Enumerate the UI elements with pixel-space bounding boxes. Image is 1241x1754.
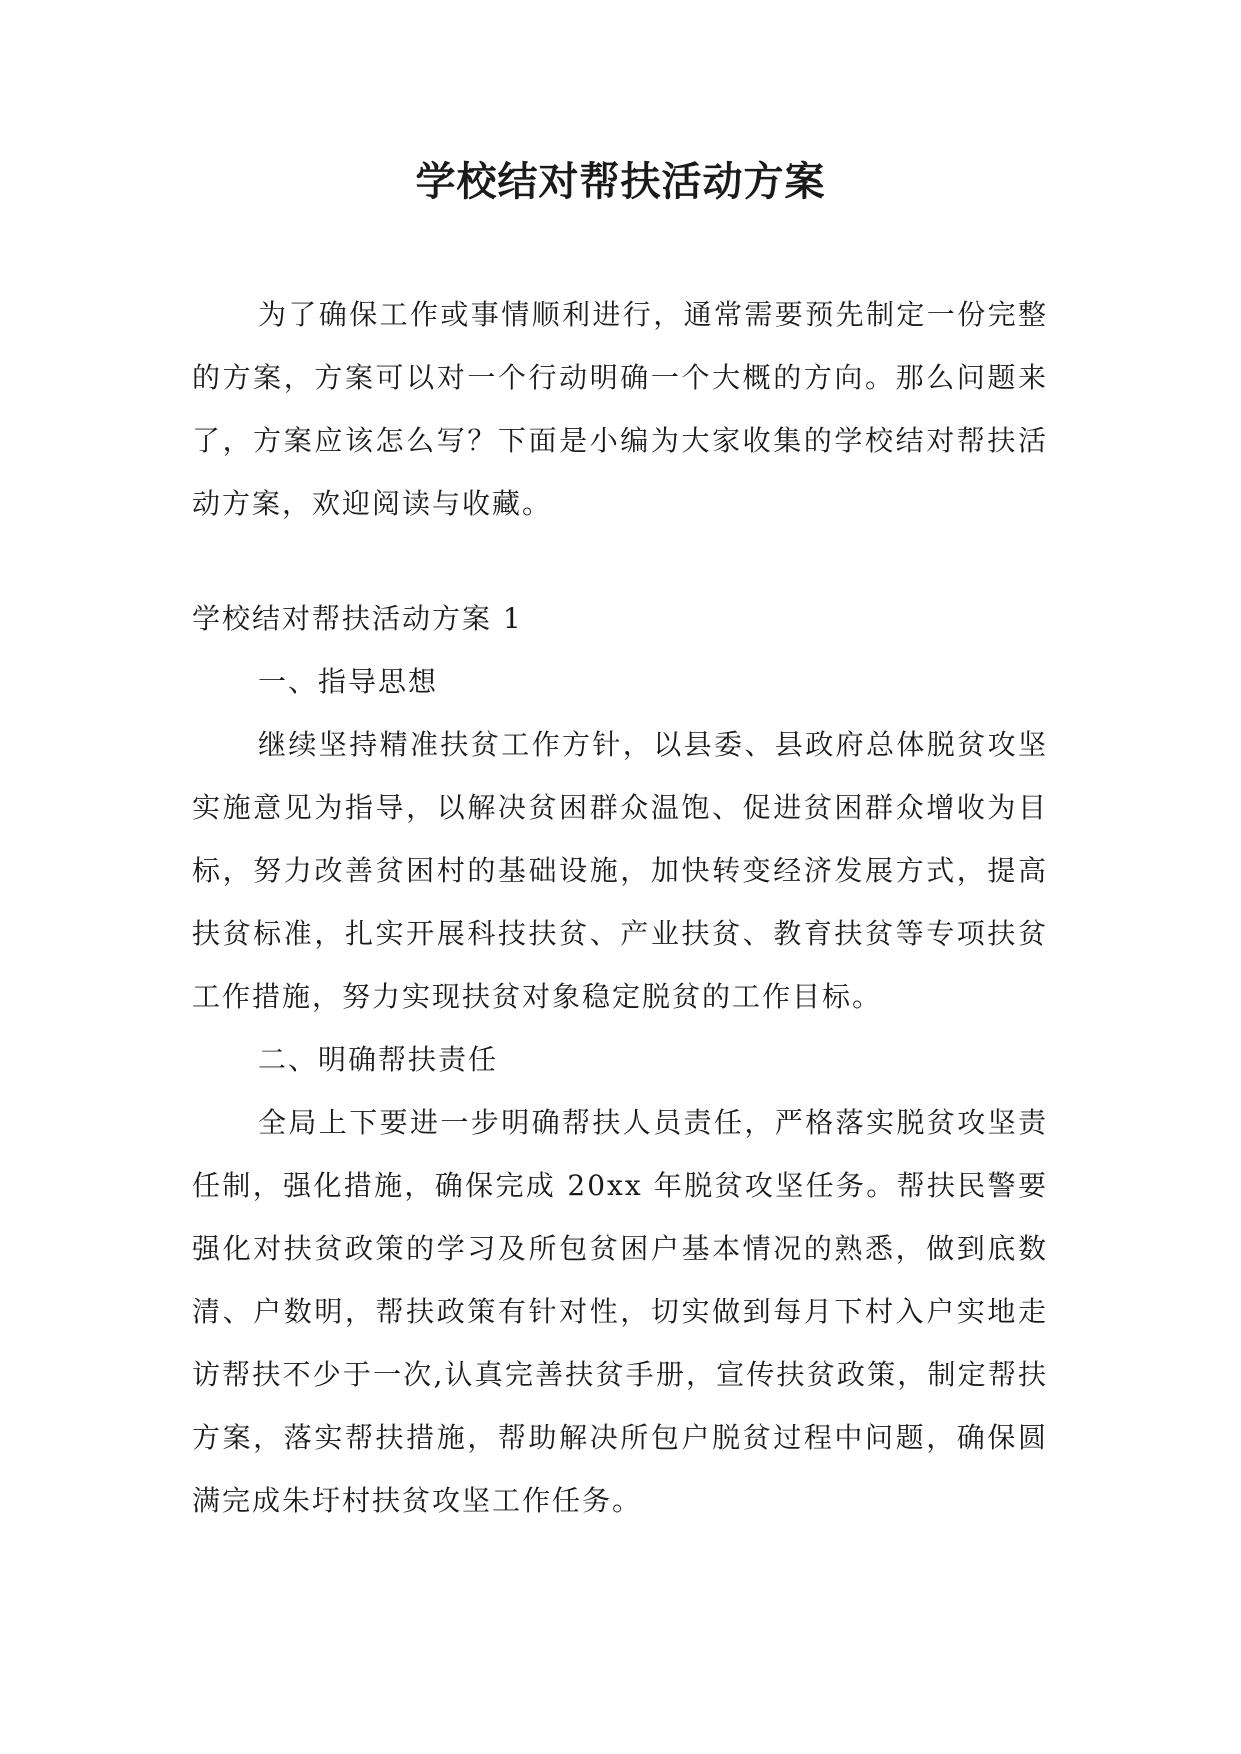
section-title: 学校结对帮扶活动方案 1 (192, 602, 523, 635)
heading-guiding-ideology: 一、指导思想 (258, 665, 439, 698)
intro-paragraph: 为了确保工作或事情顺利进行，通常需要预先制定一份完整的方案，方案可以对一个行动明确一个大概的方向。那么问题来了，方案应该怎么写？下面是小编为大家收集的学校结对帮扶活动方案，欢迎阅读与收藏。 (192, 298, 1048, 520)
document-body (192, 283, 1048, 1532)
spacer (192, 535, 1048, 587)
paragraph-assistance-responsibility: 全局上下要进一步明确帮扶人员责任，严格落实脱贫攻坚责任制，强化措施，确保完成 20xx 年脱贫攻坚任务。帮扶民警要强化对扶贫政策的学习及所包贫困户基本情况的熟悉，做到底数清、户数明，帮扶政策有针对性，切实做到每月下村入户实地走访帮扶不少于一次,认真完善扶贫手册，宣传扶贫政策，制定帮扶方案，落实帮扶措施，帮助解决所包户脱贫过程中问题，确保圆满完成朱圩村扶贫攻坚工作任务。 (192, 1106, 1048, 1517)
document-title: 学校结对帮扶活动方案 (415, 159, 826, 205)
heading-assistance-responsibility: 二、明确帮扶责任 (258, 1043, 499, 1076)
paragraph-guiding-ideology: 继续坚持精准扶贫工作方针，以县委、县政府总体脱贫攻坚实施意见为指导，以解决贫困群众温饱、促进贫困群众增收为目标，努力改善贫困村的基础设施，加快转变经济发展方式，提高扶贫标准，扎实开展科技扶贫、产业扶贫、教育扶贫等专项扶贫工作措施，努力实现扶贫对象稳定脱贫的工作目标。 (192, 728, 1048, 1013)
